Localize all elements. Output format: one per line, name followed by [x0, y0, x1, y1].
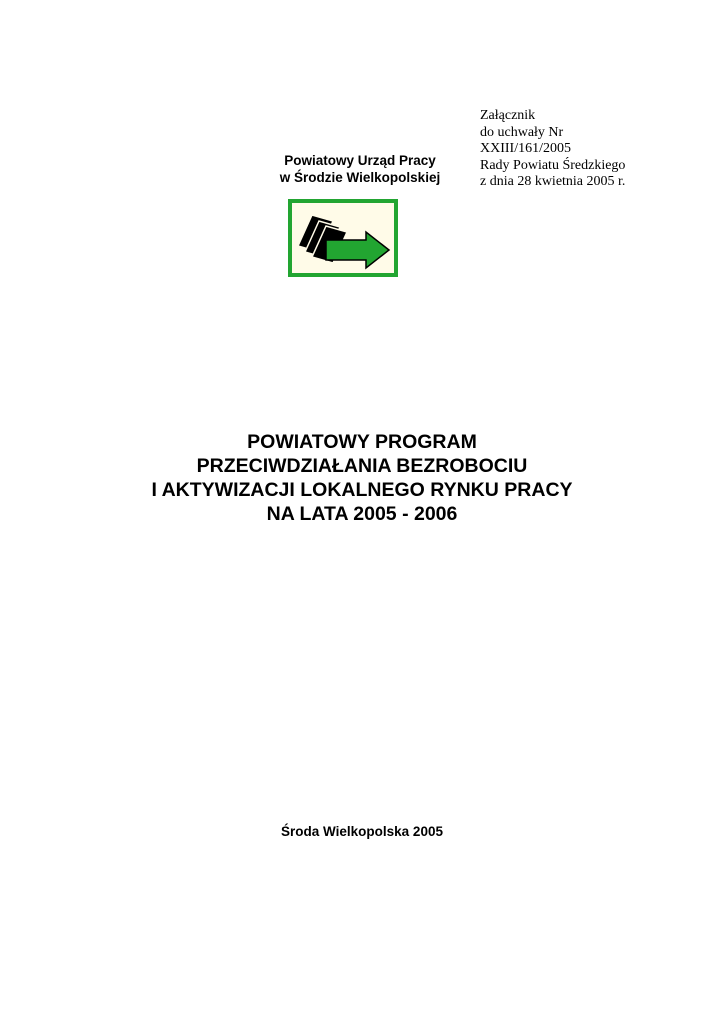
annex-line: z dnia 28 kwietnia 2005 r.: [480, 174, 626, 187]
annex-line: Załącznik: [480, 108, 536, 123]
office-logo: [288, 199, 398, 277]
annex-line: XXIII/161/2005: [480, 141, 571, 156]
document-title: [0, 430, 724, 526]
title-line: I AKTYWIZACJI LOKALNEGO RYNKU PRACY: [151, 479, 573, 501]
title-line: POWIATOWY PROGRAM: [247, 431, 477, 453]
annex-note: [480, 108, 650, 187]
office-name-line: w Środzie Wielkopolskiej: [279, 170, 441, 185]
title-line: NA LATA 2005 - 2006: [266, 503, 458, 525]
office-name: [255, 152, 465, 186]
annex-line: do uchwały Nr: [480, 124, 564, 140]
office-name-line: Powiatowy Urząd Pracy: [284, 153, 436, 168]
place-and-year: Środa Wielkopolska 2005: [281, 824, 443, 839]
annex-line: Rady Powiatu Średzkiego: [480, 157, 626, 173]
title-line: PRZECIWDZIAŁANIA BEZROBOCIU: [196, 455, 528, 477]
